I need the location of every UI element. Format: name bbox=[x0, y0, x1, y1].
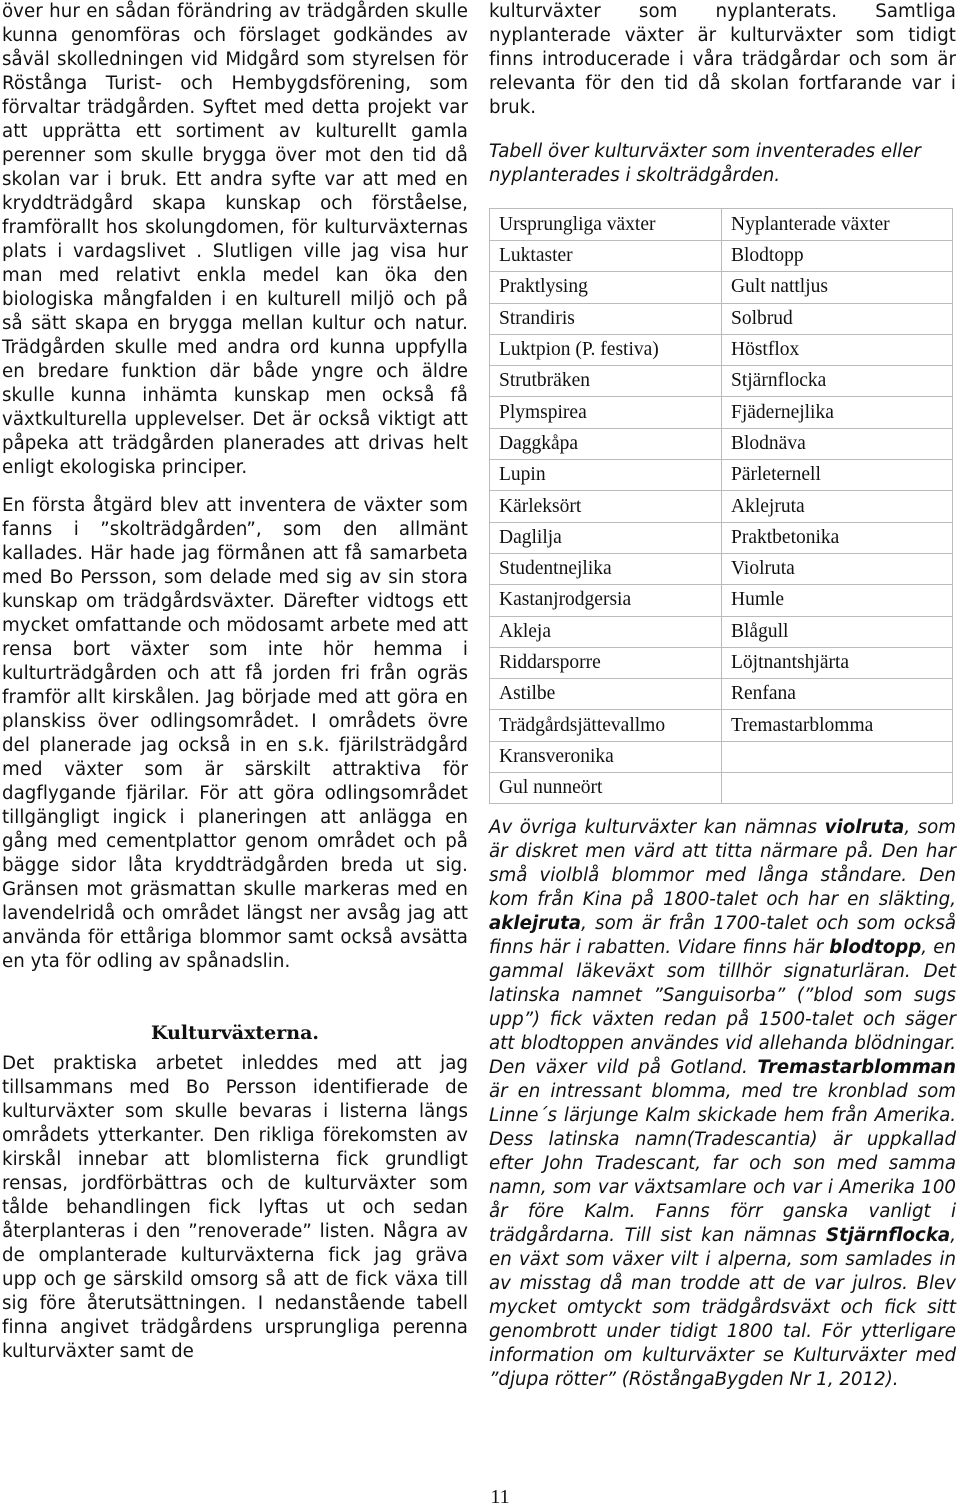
table-row bbox=[490, 585, 953, 616]
cell-original-plant: Plymspirea bbox=[490, 397, 722, 428]
table-row bbox=[490, 741, 953, 772]
table-row bbox=[490, 616, 953, 647]
cell-original-plant: Lupin bbox=[490, 460, 722, 491]
emphasis-blodtopp: blodtopp bbox=[829, 937, 922, 959]
right-body bbox=[489, 0, 956, 120]
paragraph-inventory: En första åtgärd blev att inventera de växter som fanns i ”skolträdgården”, som den allmänt kallades. Här hade jag förmånen att få samarbeta med Bo Persson, som delade med sig av sin stora kunskap om trädgårdsväxter. Därefter vidtogs ett mycket omfattande och mödosamt arbete med att rensa bort växter som inte hör hemma i kulturträdgården och att få jorden fri från ogräs framför allt kirskålen. Jag började med att göra en planskiss över odlingsområdet. I områdets övre del planerade jag också in en s.k. fjärilsträdgård med växter som är särskilt attraktiva för dagflygande fjärilar. För att göra odlingsområdet tillgängligt ingick i planeringen att anlägga en gång med cementplattor genom området och på bägge sidor låta kryddträdgården breda ut sig. Gränsen mot gräsmattan skulle markeras med en lavendelridå och området längst ner avsåg jag att använda för ettåriga blommor samt också avsätta en yta för odling av spånadslin. bbox=[2, 495, 468, 972]
cell-original-plant: Kransveronika bbox=[490, 741, 722, 772]
cell-original-plant: Luktaster bbox=[490, 241, 722, 272]
cell-new-plant: Violruta bbox=[722, 553, 953, 584]
emphasis-violruta: violruta bbox=[824, 817, 905, 839]
cell-original-plant: Kastanjrodgersia bbox=[490, 585, 722, 616]
cell-new-plant: Gult nattljus bbox=[722, 272, 953, 303]
table-row bbox=[490, 679, 953, 710]
cell-new-plant: Aklejruta bbox=[722, 491, 953, 522]
left-body-continued bbox=[2, 1052, 468, 1364]
cell-new-plant: Blågull bbox=[722, 616, 953, 647]
table-row bbox=[490, 428, 953, 459]
column-header-new: Nyplanterade växter bbox=[722, 209, 953, 241]
table-row bbox=[490, 553, 953, 584]
cell-original-plant: Trädgårdsjättevallmo bbox=[490, 710, 722, 741]
other-plants-paragraph bbox=[489, 816, 956, 1392]
table-row bbox=[490, 334, 953, 365]
cell-new-plant: Löjtnantshjärta bbox=[722, 647, 953, 678]
table-header-row bbox=[490, 209, 953, 241]
cell-original-plant: Luktpion (P. festiva) bbox=[490, 334, 722, 365]
cell-original-plant: Strutbräken bbox=[490, 366, 722, 397]
cell-new-plant: Höstflox bbox=[722, 334, 953, 365]
table-body bbox=[490, 241, 953, 804]
cell-original-plant: Daggkåpa bbox=[490, 428, 722, 459]
cell-new-plant: Pärleternell bbox=[722, 460, 953, 491]
cell-original-plant: Astilbe bbox=[490, 679, 722, 710]
cell-new-plant: Humle bbox=[722, 585, 953, 616]
cell-new-plant: Blodtopp bbox=[722, 241, 953, 272]
emphasis-aklejruta: aklejruta bbox=[489, 913, 582, 935]
table-row bbox=[490, 460, 953, 491]
text-run: Av övriga kulturväxter kan nämnas bbox=[489, 817, 825, 839]
table-row bbox=[490, 522, 953, 553]
text-run: , en växt som växer vilt i alperna, som samlades in av misstag då man trodde att de var julros. Blev mycket omtyckt som trädgårdsväxt och fick sitt genombrott under tidigt 1800 tal. För ytterligare information om kulturväxter se Kulturväxter med ”djupa rötter” (RöstångaBygden Nr 1, 2012). bbox=[489, 1225, 956, 1391]
text-run: , som är diskret men värd att titta närmare på. Den har små violblå blommor med långa ståndare. Den kom från Kina på 1800-talet och har en släkting, bbox=[489, 817, 956, 911]
cell-new-plant: Tremastarblomma bbox=[722, 710, 953, 741]
table-row bbox=[490, 710, 953, 741]
emphasis-tremastarblomman: Tremastarblomman bbox=[757, 1057, 956, 1079]
column-header-original: Ursprungliga växter bbox=[490, 209, 722, 241]
page-number: 11 bbox=[490, 1486, 510, 1508]
table-row bbox=[490, 647, 953, 678]
table-row bbox=[490, 303, 953, 334]
left-body bbox=[2, 0, 468, 974]
cell-original-plant: Kärleksört bbox=[490, 491, 722, 522]
table-row bbox=[490, 272, 953, 303]
cell-original-plant: Akleja bbox=[490, 616, 722, 647]
table-row bbox=[490, 773, 953, 804]
cell-original-plant: Gul nunneört bbox=[490, 773, 722, 804]
cell-new-plant: Stjärnflocka bbox=[722, 366, 953, 397]
table-row bbox=[490, 241, 953, 272]
table-row bbox=[490, 366, 953, 397]
cell-original-plant: Praktlysing bbox=[490, 272, 722, 303]
left-column bbox=[2, 0, 468, 1364]
cell-new-plant: Blodnäva bbox=[722, 428, 953, 459]
right-column bbox=[489, 0, 956, 1392]
table-row bbox=[490, 491, 953, 522]
cell-original-plant: Daglilja bbox=[490, 522, 722, 553]
paragraph-practical-work: Det praktiska arbetet inleddes med att jag tillsammans med Bo Persson identifierade de kulturväxter som skulle bevaras i listerna längs områdets ytterkanter. Den rikliga förekomsten av kirskål innebar att blomlisterna fick grundligt rensas, jordförbättras och de kulturväxter som tålde behandlingen fick lyftas ut och sedan återplanteras i den ”renoverade” listen. Några av de omplanterade kulturväxterna fick jag gräva upp och ge särskild omsorg så att de fick växa till sig före återutsättningen. I nedanstående tabell finna angivet trädgårdens ursprungliga perenna kulturväxter samt de bbox=[2, 1053, 468, 1362]
cell-new-plant bbox=[722, 773, 953, 804]
cell-new-plant: Fjädernejlika bbox=[722, 397, 953, 428]
cell-original-plant: Riddarsporre bbox=[490, 647, 722, 678]
text-run: är en intressant blomma, med tre kronblad som Linne´s lärjunge Kalm skickade hem från Amerika. Dess latinska namn(Tradescantia) är uppkallad efter John Tradescant, far och son med samma namn, som var växtsamlare och var i Amerika 100 år före Kalm. Fanns förr ganska vanligt i trädgårdarna. Till sist kan nämnas bbox=[489, 1081, 956, 1247]
text-run: , en gammal läkeväxt som tillhör signaturläran. Det latinska namnet ”Sanguisorba” (”blod som sugs upp”) fick växten redan på 1500-talet och säger att blodtoppen användes vid allehanda blödningar. Den växer vild på Gotland. bbox=[489, 937, 957, 1079]
cell-original-plant: Strandiris bbox=[490, 303, 722, 334]
paragraph-continued: kulturväxter som nyplanterats. Samtliga nyplanterade växter är kulturväxter som tidigt finns introducerade i våra trädgårdar och som är relevanta för den tid då skolan fortfarande var i bruk. bbox=[489, 1, 956, 118]
cell-new-plant: Praktbetonika bbox=[722, 522, 953, 553]
emphasis-stjarnflocka: Stjärnflocka bbox=[826, 1225, 951, 1247]
cell-new-plant bbox=[722, 741, 953, 772]
table-caption: Tabell över kulturväxter som inventerades eller nyplanterades i skolträdgården. bbox=[489, 141, 921, 186]
plant-table bbox=[489, 208, 953, 804]
text-run: , som är från 1700-talet och som också finns här i rabatten. Vidare finns här bbox=[489, 913, 956, 959]
cell-new-plant: Solbrud bbox=[722, 303, 953, 334]
section-heading-kulturvaxterna: Kulturväxterna. bbox=[150, 1022, 320, 1044]
paragraph-project-intro: över hur en sådan förändring av trädgården skulle kunna genomföras och förslaget godkändes av såväl skolledningen vid Midgård som styrelsen för Röstånga Turist- och Hembygdsförening, som förvaltar trädgården. Syftet med detta projekt var att upprätta ett sortiment av kulturellt gamla perenner som skulle brygga över mot den tid då skolan var i bruk. Ett andra syfte var att med en kryddträdgård skapa kunskap och förståelse, framförallt hos skolungdomen, för kulturväxternas plats i vardagslivet . Slutligen ville jag visa hur man med relativt enkla medel kan öka den biologiska mångfalden i en kulturell miljö och på så sätt skapa en brygga mellan kultur och natur. Trädgården skulle med andra ord kunna uppfylla en bredare funktion där både yngre och äldre skulle kunna inhämta kunskap men också få växtkulturella upplevelser. Det är också viktigt att påpeka att trädgården planerades att drivas helt enligt ekologiska principer. bbox=[2, 1, 468, 478]
cell-new-plant: Renfana bbox=[722, 679, 953, 710]
table-row bbox=[490, 397, 953, 428]
cell-original-plant: Studentnejlika bbox=[490, 553, 722, 584]
